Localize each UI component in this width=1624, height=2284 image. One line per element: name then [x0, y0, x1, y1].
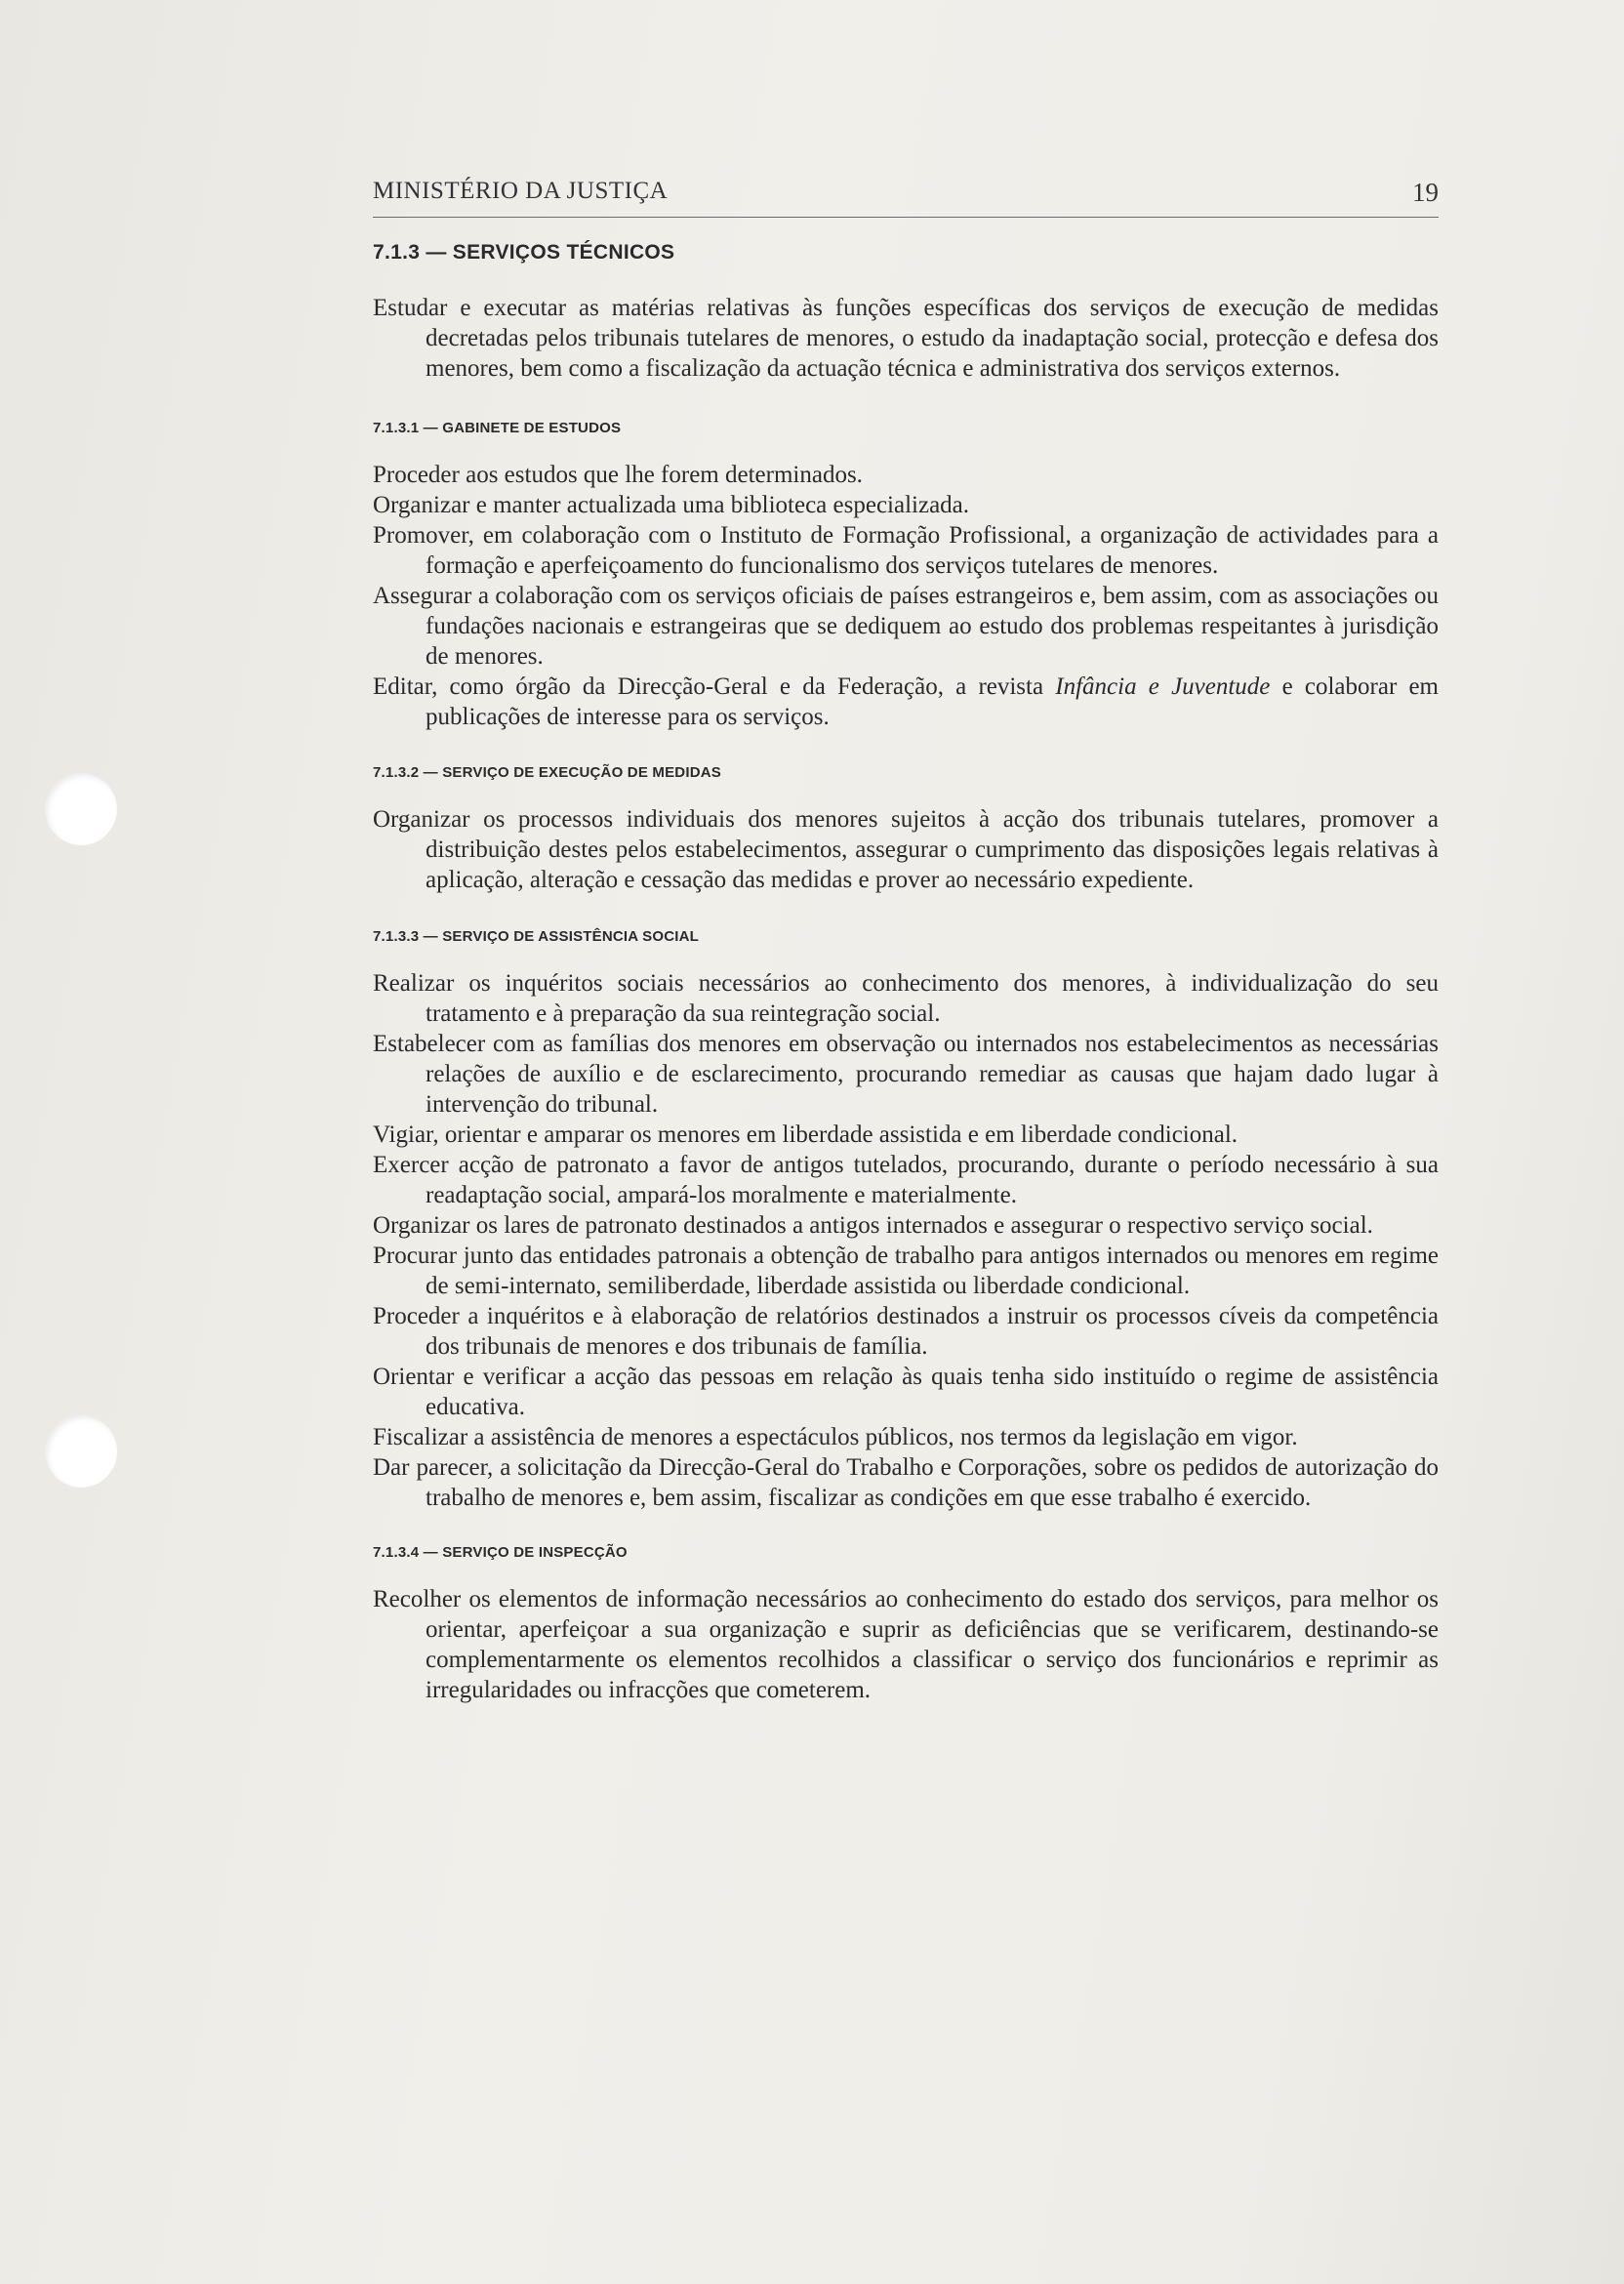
subsection-body-assistencia-social — [373, 968, 1439, 1513]
subsection-body-gabinete-estudos — [373, 460, 1439, 732]
section-body — [373, 293, 1439, 384]
paragraph-text: e colaborar em publicações de interesse para os serviços. — [426, 673, 1439, 730]
paragraph: Estudar e executar as matérias relativas às funções específicas dos serviços de execução de medidas decretadas pelos tribunais tutelares de menores, o estudo da inadaptação social, protecção e defesa dos menores, bem como a fiscalização da actuação técnica e administrativa dos serviços externos. — [373, 295, 1439, 382]
subsection-body-execucao-medidas — [373, 804, 1439, 895]
ministry-title: MINISTÉRIO DA JUSTIÇA — [373, 178, 669, 204]
running-header — [373, 174, 1439, 218]
paragraph: Recolher os elementos de informação necessários ao conhecimento do estado dos serviços, para melhor os orientar, aperfeiçoar a sua organização e suprir as deficiências que se verificarem, destinando-se complementarmente os elementos recolhidos a classificar o serviço dos funcionários e reprimir as irregularidades ou infracções que cometerem. — [373, 1586, 1439, 1703]
paragraph: Proceder a inquéritos e à elaboração de relatórios destinados a instruir os processos cíveis da competência dos tribunais de menores e dos tribunais de família. — [373, 1303, 1439, 1360]
section-heading: 7.1.3 — SERVIÇOS TÉCNICOS — [373, 241, 675, 264]
punch-hole — [45, 773, 117, 845]
paragraph: Orientar e verificar a acção das pessoas em relação às quais tenha sido instituído o regime de assistência educativa. — [373, 1364, 1439, 1420]
paragraph: Realizar os inquéritos sociais necessários ao conhecimento dos menores, à individualização do seu tratamento e à preparação da sua reintegração social. — [373, 970, 1439, 1027]
punch-hole — [45, 1415, 117, 1488]
subsection-body-inspeccao — [373, 1584, 1439, 1705]
subsection-heading-inspeccao: 7.1.3.4 — SERVIÇO DE INSPECÇÃO — [373, 1544, 628, 1561]
subsection-heading-execucao-medidas: 7.1.3.2 — SERVIÇO DE EXECUÇÃO DE MEDIDAS — [373, 764, 721, 781]
paragraph: Estabelecer com as famílias dos menores em observação ou internados nos estabelecimentos as necessárias relações de auxílio e de esclarecimento, procurando remediar as causas que hajam dado lugar à intervenção do tribunal. — [373, 1031, 1439, 1118]
paragraph: Exercer acção de patronato a favor de antigos tutelados, procurando, durante o período necessário à sua readaptação social, ampará-los moralmente e materialmente. — [373, 1152, 1439, 1208]
paragraph: Organizar e manter actualizada uma biblioteca especializada. — [373, 492, 970, 518]
paragraph: Fiscalizar a assistência de menores a espectáculos públicos, nos termos da legislação em vigor. — [373, 1424, 1298, 1450]
paragraph: Organizar os lares de patronato destinados a antigos internados e assegurar o respectivo serviço social. — [373, 1212, 1373, 1239]
paragraph: Procurar junto das entidades patronais a obtenção de trabalho para antigos internados ou menores em regime de semi-internato, semiliberdade, liberdade assistida ou liberdade condicional. — [373, 1243, 1439, 1299]
subsection-heading-gabinete-estudos: 7.1.3.1 — GABINETE DE ESTUDOS — [373, 420, 622, 436]
paragraph — [373, 672, 1439, 732]
paragraph: Dar parecer, a solicitação da Direcção-Geral do Trabalho e Corporações, sobre os pedidos de autorização do trabalho de menores e, bem assim, fiscalizar as condições em que esse trabalho é exercido. — [373, 1454, 1439, 1511]
paragraph: Assegurar a colaboração com os serviços oficiais de países estrangeiros e, bem assim, com as associações ou fundações nacionais e estrangeiras que se dediquem ao estudo dos problemas respeitantes à jurisdição de menores. — [373, 583, 1439, 670]
paragraph: Organizar os processos individuais dos menores sujeitos à acção dos tribunais tutelares, promover a distribuição destes pelos estabelecimentos, assegurar o cumprimento das disposições legais relativas à aplicação, alteração e cessação das medidas e prover ao necessário expediente. — [373, 806, 1439, 893]
page-number: 19 — [1412, 178, 1439, 207]
page-content — [373, 174, 1439, 1705]
journal-title: Infância e Juventude — [1055, 673, 1271, 700]
subsection-heading-assistencia-social: 7.1.3.3 — SERVIÇO DE ASSISTÊNCIA SOCIAL — [373, 928, 699, 945]
paragraph: Vigiar, orientar e amparar os menores em liberdade assistida e em liberdade condicional. — [373, 1122, 1238, 1148]
paragraph-text: Editar, como órgão da Direcção-Geral e da Federação, a revista — [373, 673, 1056, 700]
paragraph: Promover, em colaboração com o Instituto de Formação Profissional, a organização de actividades para a formação e aperfeiçoamento do funcionalismo dos serviços tutelares de menores. — [373, 522, 1439, 579]
paragraph: Proceder aos estudos que lhe forem determinados. — [373, 462, 863, 488]
